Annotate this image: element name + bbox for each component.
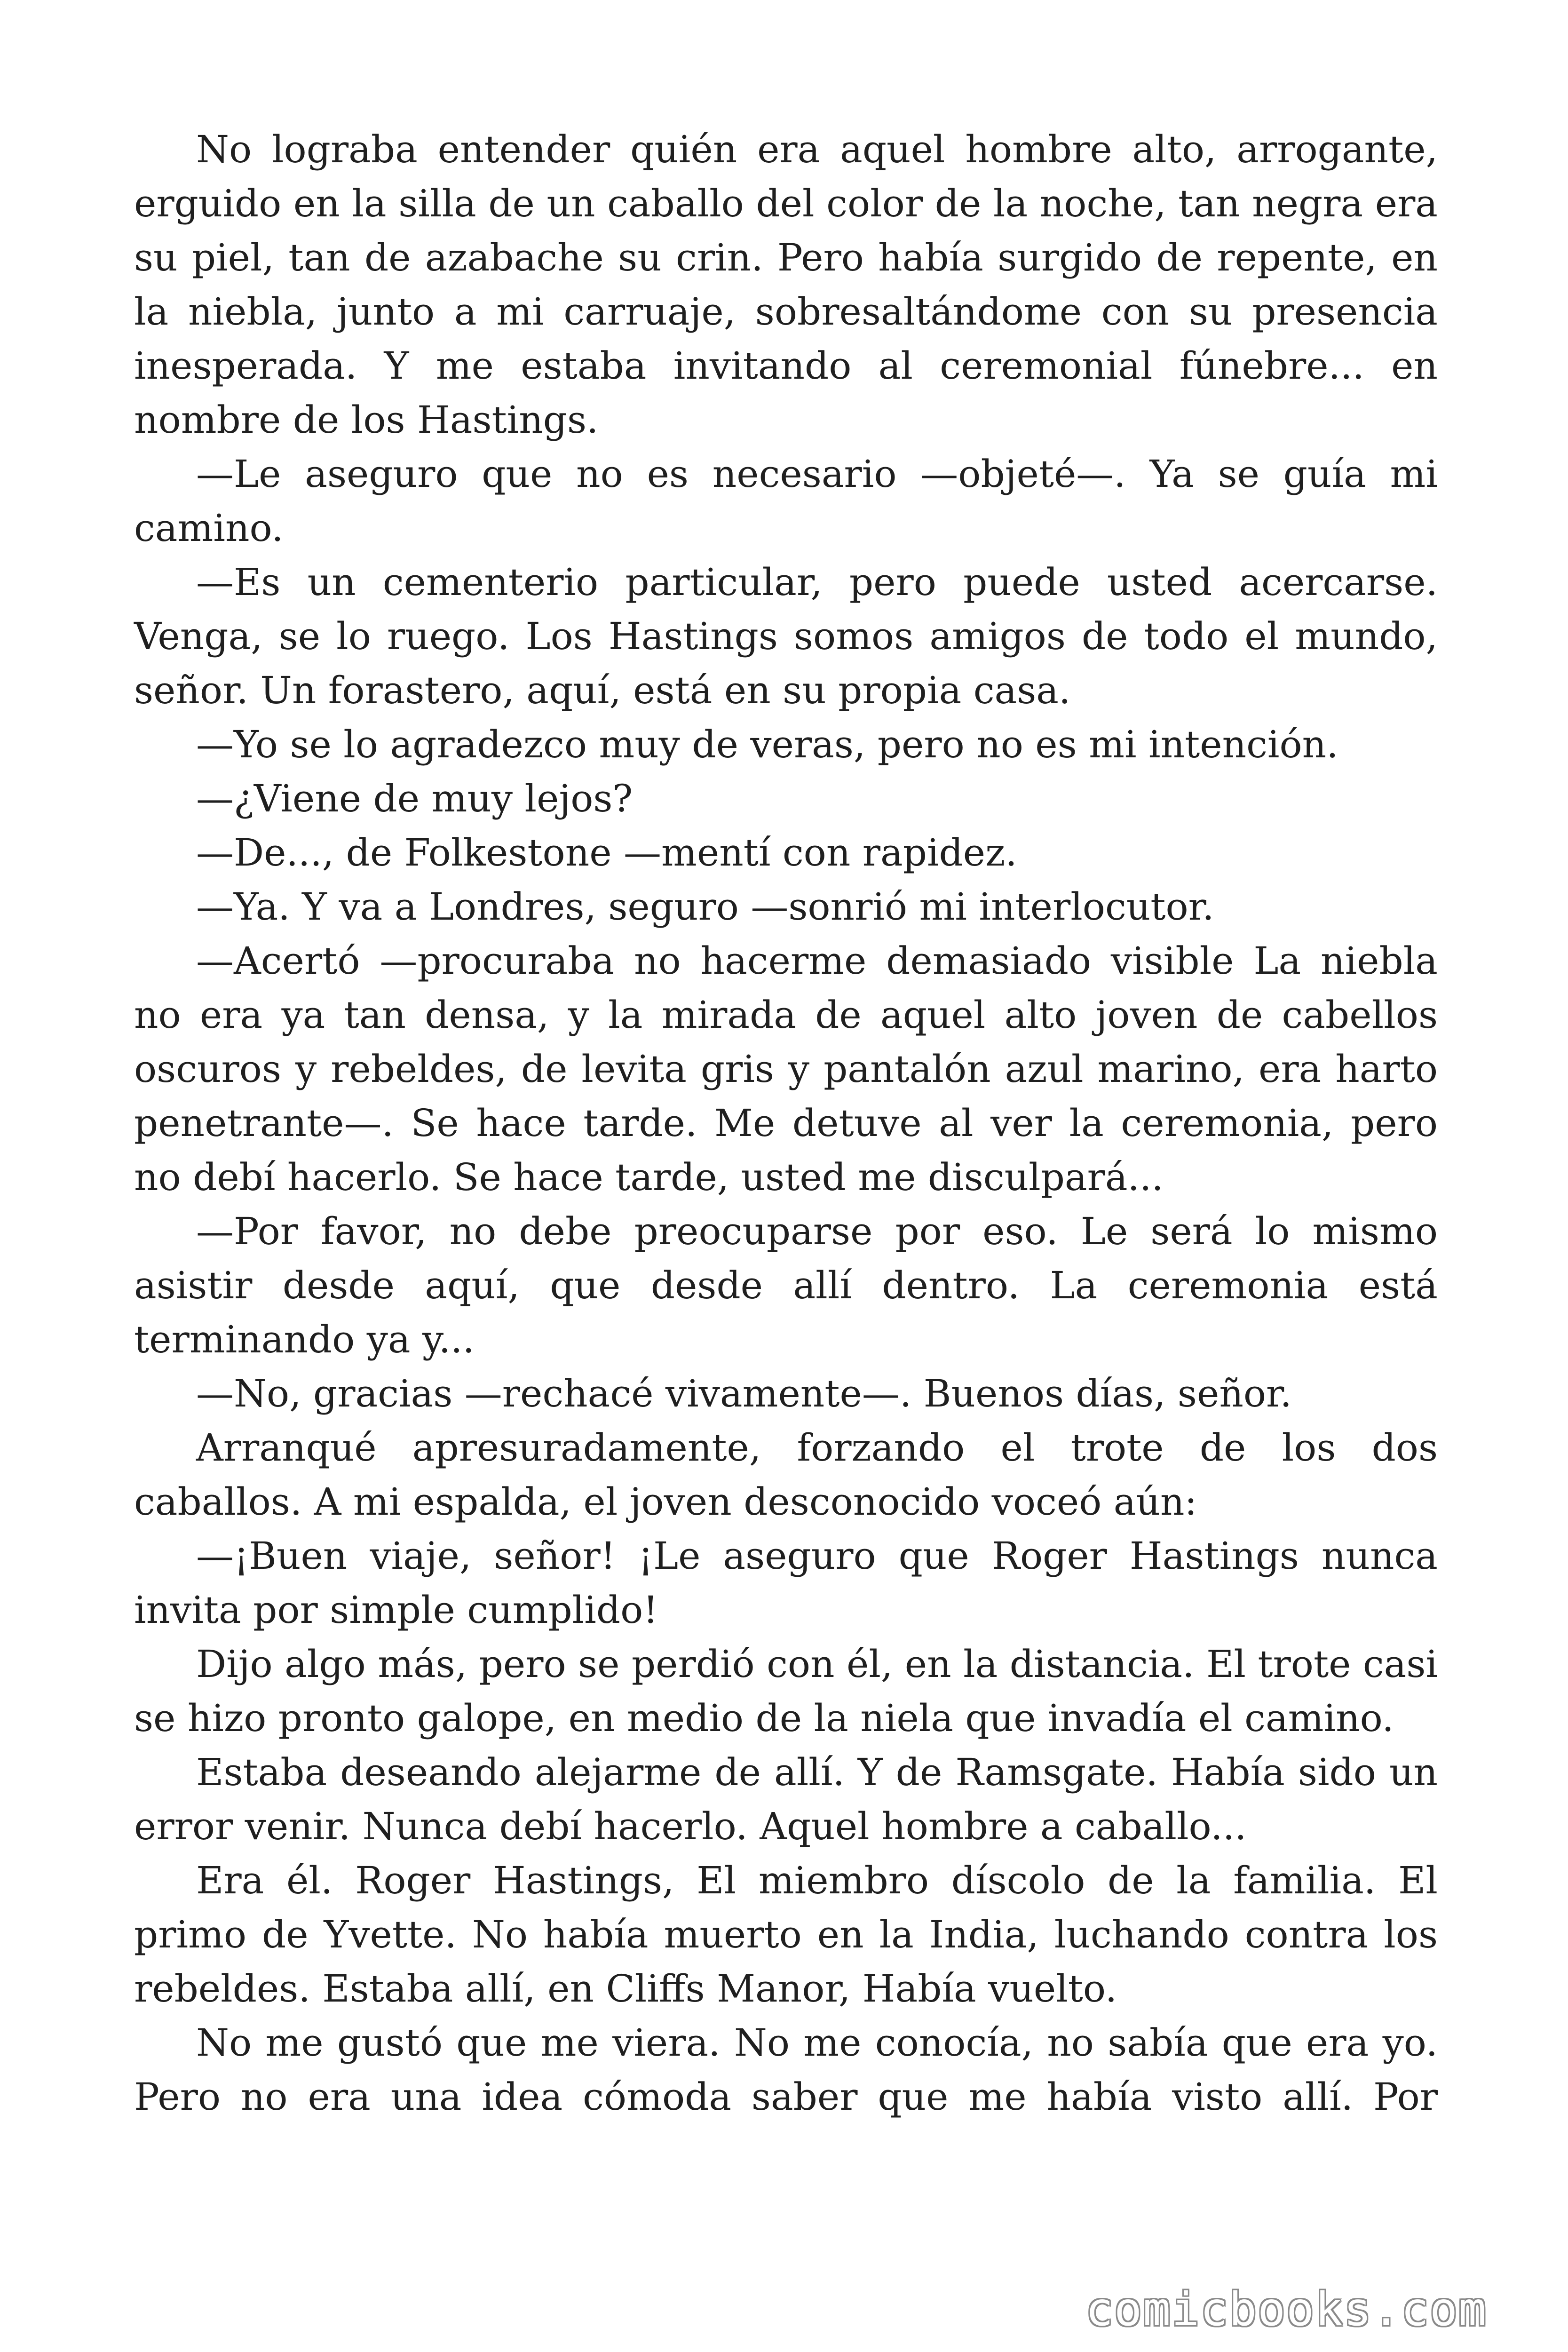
paragraph: —¿Viene de muy lejos? [196, 777, 633, 820]
paragraph: —De..., de Folkestone —mentí con rapidez. [196, 831, 1017, 874]
paragraph: Era él. Roger Hastings, El miembro díscolo de la familia. El primo de Yvette. No había muerto en la India, luchando contra los rebeldes. Estaba allí, en Cliffs Manor, Había vuelto. [134, 1859, 1438, 2010]
paragraph: Dijo algo más, pero se perdió con él, en la distancia. El trote casi se hizo pronto galope, en medio de la niela que invadía el camino. [134, 1642, 1438, 1740]
paragraph: —¡Buen viaje, señor! ¡Le aseguro que Roger Hastings nunca invita por simple cumplido! [134, 1534, 1438, 1632]
watermark: comicbooks.com [1085, 2283, 1487, 2336]
paragraph: Estaba deseando alejarme de allí. Y de Ramsgate. Había sido un error venir. Nunca debí hacerlo. Aquel hombre a caballo... [134, 1750, 1438, 1848]
paragraph: No me gustó que me viera. No me conocía, no sabía que era yo. Pero no era una idea cómoda saber que me había visto allí. Por [134, 2021, 1438, 2119]
paragraph: —Es un cementerio particular, pero puede usted acercarse. Venga, se lo ruego. Los Hastings somos amigos de todo el mundo, señor. Un forastero, aquí, está en su propia casa. [134, 560, 1438, 712]
paragraph: No lograba entender quién era aquel hombre alto, arrogante, erguido en la silla de un caballo del color de la noche, tan negra era su piel, tan de azabache su crin. Pero había surgido de repente, en la niebla, junto a mi carruaje, sobresaltándome con su presencia inesperada. Y me estaba invitando al ceremonial fúnebre... en nombre de los Hastings. [134, 127, 1438, 442]
paragraph: —Por favor, no debe preocuparse por eso. Le será lo mismo asistir desde aquí, que desde allí dentro. La ceremonia está terminando ya y... [134, 1209, 1438, 1361]
book-page-text [134, 122, 1438, 2124]
paragraph: —No, gracias —rechacé vivamente—. Buenos días, señor. [196, 1372, 1292, 1415]
paragraph: Arranqué apresuradamente, forzando el trote de los dos caballos. A mi espalda, el joven desconocido voceó aún: [134, 1426, 1438, 1524]
paragraph: —Ya. Y va a Londres, seguro —sonrió mi interlocutor. [196, 885, 1214, 929]
paragraph: —Le aseguro que no es necesario —objeté—. Ya se guía mi camino. [134, 452, 1438, 550]
paragraph: —Yo se lo agradezco muy de veras, pero no es mi intención. [196, 723, 1338, 766]
paragraph: —Acertó —procuraba no hacerme demasiado visible La niebla no era ya tan densa, y la mirada de aquel alto joven de cabellos oscuros y rebeldes, de levita gris y pantalón azul marino, era harto penetrante—. Se hace tarde. Me detuve al ver la ceremonia, pero no debí hacerlo. Se hace tarde, usted me disculpará... [134, 939, 1438, 1199]
